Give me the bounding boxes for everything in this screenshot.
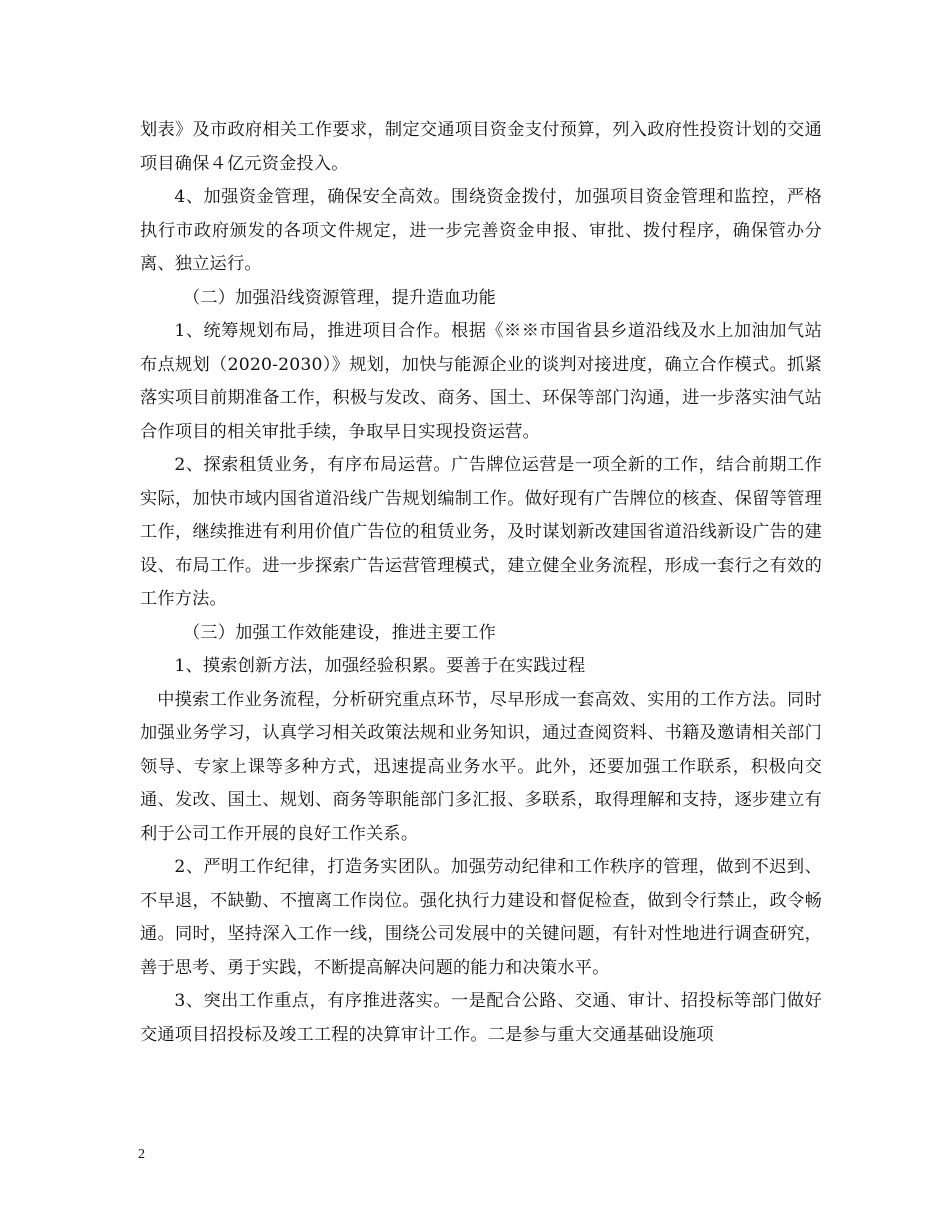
paragraph-continuation: 划表》及市政府相关工作要求，制定交通项目资金支付预算，列入政府性投资计划的交通项目确保４亿元资金投入。	[140, 120, 822, 174]
page-number: 2	[138, 1147, 145, 1162]
paragraph-innovation-method: 1、摸索创新方法，加强经验积累。要善于在实践过程	[174, 656, 586, 676]
section-heading-work-efficiency: （三）加强工作效能建设，推进主要工作	[183, 622, 496, 643]
paragraph-innovation-continued: 中摸索工作业务流程，分析研究重点环节，尽早形成一套高效、实用的工作方法。同时加强业务学习，认真学习相关政策法规和业务知识，通过查阅资料、书籍及邀请相关部门领导、专家上课等多种方式，迅速提高业务水平。此外，还要加强工作联系，积极向交通、发改、国土、规划、商务等职能部门多汇报、多联系，取得理解和支持，逐步建立有利于公司工作开展的良好工作关系。	[140, 689, 822, 844]
paragraph-planning-layout: 1、统筹规划布局，推进项目合作。根据《※※市国省县乡道沿线及水上加油加气站布点规划（2020-2030）》规划，加快与能源企业的谈判对接进度，确立合作模式。抓紧落实项目前期准备工作，积极与发改、商务、国土、环保等部门沟通，进一步落实油气站合作项目的相关审批手续，争取早日实现投资运营。	[140, 321, 822, 442]
section-heading-resource-management: （二）加强沿线资源管理，提升造血功能	[183, 287, 496, 308]
document-body	[140, 114, 822, 1052]
paragraph-key-work: 3、突出工作重点，有序推进落实。一是配合公路、交通、审计、招投标等部门做好交通项目招投标及竣工工程的决算审计工作。二是参与重大交通基础设施项	[140, 991, 822, 1045]
paragraph-fund-management: 4、加强资金管理，确保安全高效。围绕资金拨付，加强项目资金管理和监控，严格执行市政府颁发的各项文件规定，进一步完善资金申报、审批、拨付程序，确保管办分离、独立运行。	[140, 187, 822, 274]
paragraph-leasing-business: 2、探索租赁业务，有序布局运营。广告牌位运营是一项全新的工作，结合前期工作实际，加快市域内国省道沿线广告规划编制工作。做好现有广告牌位的核查、保留等管理工作，继续推进有利用价值广告位的租赁业务，及时谋划新改建国省道沿线新设广告的建设、布局工作。进一步探索广告运营管理模式，建立健全业务流程，形成一套行之有效的工作方法。	[140, 455, 822, 609]
paragraph-work-discipline: 2、严明工作纪律，打造务实团队。加强劳动纪律和工作秩序的管理，做到不迟到、不早退，不缺勤、不擅离工作岗位。强化执行力建设和督促检查，做到令行禁止，政令畅通。同时，坚持深入工作一线，围绕公司发展中的关键问题，有针对性地进行调查研究，善于思考、勇于实践，不断提高解决问题的能力和决策水平。	[140, 857, 822, 978]
